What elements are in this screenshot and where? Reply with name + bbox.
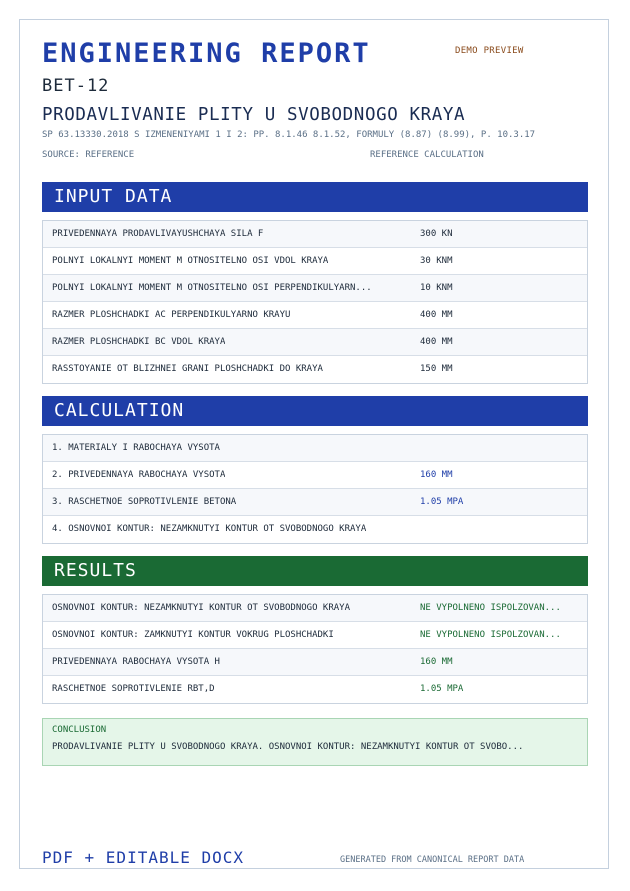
generated-note: GENERATED FROM CANONICAL REPORT DATA <box>340 855 525 865</box>
calculation-table <box>42 434 588 544</box>
table-row <box>43 435 587 462</box>
calculation-header: CALCULATION <box>42 396 588 426</box>
row-value: 10 KNM <box>420 283 453 293</box>
input-data-table <box>42 220 588 384</box>
conclusion-text: PRODAVLIVANIE PLITY U SVOBODNOGO KRAYA. OSNOVNOI KONTUR: NEZAMKNUTYI KONTUR OT SVOBO... <box>52 742 524 752</box>
calculation-type-label: REFERENCE CALCULATION <box>370 150 484 160</box>
row-label: OSNOVNOI KONTUR: NEZAMKNUTYI KONTUR OT SVOBODNOGO KRAYA <box>52 603 351 613</box>
table-row <box>43 622 587 649</box>
row-value: 400 MM <box>420 337 453 347</box>
table-row <box>43 356 587 383</box>
row-label: POLNYI LOKALNYI MOMENT M OTNOSITELNO OSI PERPENDIKULYARN... <box>52 283 372 293</box>
table-row <box>43 676 587 703</box>
row-label: RAZMER PLOSHCHADKI BC VDOL KRAYA <box>52 337 226 347</box>
table-row <box>43 302 587 329</box>
norms-reference: SP 63.13330.2018 S IZMENENIYAMI 1 I 2: PP. 8.1.46 8.1.52, FORMULY (8.87) (8.99), P. 10.3.17 <box>42 130 536 140</box>
demo-preview-badge: DEMO PREVIEW <box>455 46 524 56</box>
table-row <box>43 221 587 248</box>
report-code: BET-12 <box>42 76 110 96</box>
table-row <box>43 248 587 275</box>
row-value: NE VYPOLNENO ISPOLZOVAN... <box>420 603 561 613</box>
report-title: ENGINEERING REPORT <box>42 38 371 69</box>
results-table <box>42 594 588 704</box>
report-subtitle: PRODAVLIVANIE PLITY U SVOBODNOGO KRAYA <box>42 105 466 125</box>
source-label: SOURCE: REFERENCE <box>42 150 135 160</box>
row-label: RASCHETNOE SOPROTIVLENIE RBT,D <box>52 684 215 694</box>
input-data-header: INPUT DATA <box>42 182 588 212</box>
table-row <box>43 516 587 543</box>
row-label: PRIVEDENNAYA RABOCHAYA VYSOTA H <box>52 657 220 667</box>
row-value: 150 MM <box>420 364 453 374</box>
export-formats-label: PDF + EDITABLE DOCX <box>42 848 245 867</box>
row-label: OSNOVNOI KONTUR: ZAMKNUTYI KONTUR VOKRUG PLOSHCHADKI <box>52 630 334 640</box>
report-page <box>19 19 609 869</box>
row-value: NE VYPOLNENO ISPOLZOVAN... <box>420 630 561 640</box>
row-label: 4. OSNOVNOI KONTUR: NEZAMKNUTYI KONTUR OT SVOBODNOGO KRAYA <box>52 524 367 534</box>
results-header: RESULTS <box>42 556 588 586</box>
row-label: RASSTOYANIE OT BLIZHNEI GRANI PLOSHCHADKI DO KRAYA <box>52 364 323 374</box>
conclusion-box <box>42 718 588 766</box>
row-value: 300 KN <box>420 229 453 239</box>
table-row <box>43 275 587 302</box>
row-value: 30 KNM <box>420 256 453 266</box>
table-row <box>43 489 587 516</box>
table-row <box>43 329 587 356</box>
row-label: 1. MATERIALY I RABOCHAYA VYSOTA <box>52 443 220 453</box>
table-row <box>43 462 587 489</box>
row-value: 1.05 MPA <box>420 684 464 694</box>
row-value: 160 MM <box>420 657 453 667</box>
row-value: 1.05 MPA <box>420 497 464 507</box>
row-label: PRIVEDENNAYA PRODAVLIVAYUSHCHAYA SILA F <box>52 229 264 239</box>
table-row <box>43 595 587 622</box>
table-row <box>43 649 587 676</box>
row-label: 2. PRIVEDENNAYA RABOCHAYA VYSOTA <box>52 470 226 480</box>
row-value: 400 MM <box>420 310 453 320</box>
row-label: 3. RASCHETNOE SOPROTIVLENIE BETONA <box>52 497 237 507</box>
row-value: 160 MM <box>420 470 453 480</box>
row-label: RAZMER PLOSHCHADKI AC PERPENDIKULYARNO KRAYU <box>52 310 291 320</box>
conclusion-title: CONCLUSION <box>52 725 107 735</box>
row-label: POLNYI LOKALNYI MOMENT M OTNOSITELNO OSI VDOL KRAYA <box>52 256 329 266</box>
